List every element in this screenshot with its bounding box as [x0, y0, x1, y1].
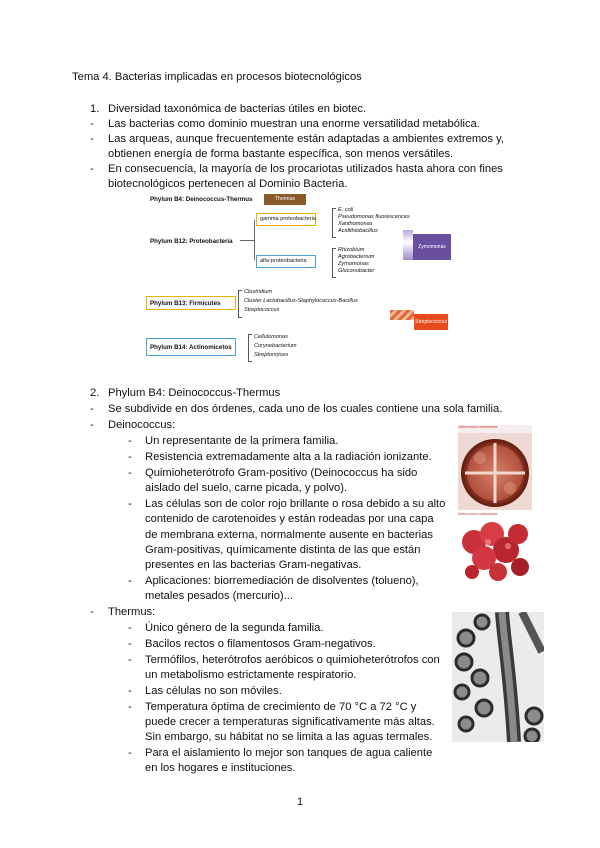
bullet-marker: - — [128, 747, 132, 759]
section1-bullet: Las bacterias como dominio muestran una enorme versatilidad metabólica. — [108, 118, 480, 130]
phylum-b4-label: Phylum B4: Deinococcus-Thermus — [150, 196, 253, 203]
bullet-marker: - — [90, 163, 94, 175]
actino-taxon: Corynebacterium — [254, 343, 297, 349]
deino-line-cont: de membrana externa, normalmente ausente en bacterias — [145, 529, 433, 541]
firmicutes-taxon: Clostridium — [244, 289, 272, 295]
deino-line: Aplicaciones: biorremediación de disolventes (tolueno), — [145, 575, 419, 587]
actino-taxon: Cellulomonas — [254, 334, 288, 340]
firmicutes-taxon: Cluster Lactobacillus-Staphylococcus-Bacillus — [244, 298, 358, 304]
deino-line: Las células son de color rojo brillante o rosa debido a su alto — [145, 498, 446, 510]
deino-line-cont: contenido de carotenoides y están rodeadas por una capa — [145, 513, 434, 525]
gamma-taxon: Acidithiobacillus — [338, 228, 378, 234]
bullet-marker: - — [128, 685, 132, 697]
alfa-taxon: Zymomonas — [338, 261, 369, 267]
bullet-marker: - — [90, 118, 94, 130]
micrograph-thumb — [390, 310, 414, 320]
deinococcus-label: Deinococcus: — [108, 419, 176, 431]
streptococcus-chip: Streptococcus — [414, 314, 448, 330]
deino-line-cont: presentes en las bacterias Gram-negativas. — [145, 559, 362, 571]
section1-bullet-cont: biotecnológicos pertenecen al Dominio Bacteria. — [108, 178, 348, 190]
section2-intro: Se subdivide en dos órdenes, cada uno de los cuales contiene una sola familia. — [108, 403, 503, 415]
thermus-line: Las células no son móviles. — [145, 685, 282, 697]
figure-caption: Deinococcus radiodurans — [458, 512, 498, 516]
alfa-taxon: Gluconobacter — [338, 268, 375, 274]
bullet-marker: - — [128, 467, 132, 479]
thermus-label: Thermus: — [108, 606, 156, 618]
deino-line-cont: Gram-positivas, químicamente distinta de las que están — [145, 544, 421, 556]
bullet-marker: - — [90, 133, 94, 145]
thermus-line: Temperatura óptima de crecimiento de 70 °C a 72 °C y — [145, 701, 417, 713]
deino-line-cont: aislado del suelo, carne picada, y polvo). — [145, 482, 348, 494]
deinococcus-tetrad-micrograph — [458, 425, 532, 510]
deino-line: Resistencia extremadamente alta a la radiación ionizante. — [145, 451, 432, 463]
phylum-b12-label: Phylum B12: Proteobacteria — [150, 238, 233, 245]
thermus-chip: Thermus — [264, 194, 306, 205]
deino-line-cont: metales pesados (mercurio)... — [145, 590, 293, 602]
page-title: Tema 4. Bacterias implicadas en procesos biotecnológicos — [72, 71, 362, 83]
phylum-b14-box — [146, 338, 236, 356]
micrograph-thumb — [403, 230, 413, 260]
alfa-box — [256, 255, 316, 268]
section1-bullet: En consecuencia, la mayoría de los procariotas utilizados hasta ahora con fines — [108, 163, 503, 175]
thermus-line-cont: un metabolismo estrictamente respiratorio. — [145, 669, 357, 681]
bullet-marker: - — [90, 403, 94, 415]
bullet-marker: - — [128, 435, 132, 447]
gamma-taxon: E. coli — [338, 207, 354, 213]
section1-bullet-cont: obtienen energía de forma bastante específica, son menos versátiles. — [108, 148, 454, 160]
bullet-marker: - — [128, 622, 132, 634]
gamma-taxon: Pseudomonas fluorescences — [338, 214, 410, 220]
alfa-label: alfa-proteobacteria — [260, 258, 307, 264]
section1-number: 1. — [90, 103, 100, 115]
deinococcus-colony-micrograph — [458, 512, 532, 582]
section2-number: 2. — [90, 387, 100, 399]
alfa-taxon: Rhizobium — [338, 247, 365, 253]
bullet-marker: - — [128, 498, 132, 510]
bullet-marker: - — [90, 419, 94, 431]
zymomonas-chip: Zymomonas — [413, 234, 451, 260]
page-number: 1 — [296, 796, 304, 808]
gamma-label: gamma proteobacteria — [260, 216, 316, 222]
phylum-b13-label: Phylum B13: Firmicutes — [150, 300, 221, 307]
actino-taxon: Streptomyces — [254, 352, 289, 358]
thermus-line: Bacilos rectos o filamentosos Gram-negativos. — [145, 638, 376, 650]
thermus-line-cont: Sin embargo, su hábitat no se limita a las aguas termales. — [145, 731, 433, 743]
bullet-marker: - — [128, 638, 132, 650]
bullet-marker: - — [128, 451, 132, 463]
bullet-marker: - — [90, 606, 94, 618]
bullet-marker: - — [128, 575, 132, 587]
thermus-line-cont: en los hogares e instituciones. — [145, 762, 296, 774]
phylum-b13-box — [146, 296, 236, 310]
taxonomy-diagram — [140, 192, 450, 372]
bullet-marker: - — [128, 654, 132, 666]
thermus-line: Para el aislamiento lo mejor son tanques de agua caliente — [145, 747, 433, 759]
figure-caption: Deinococcus radiodurans — [458, 425, 498, 429]
thermus-line: Único género de la segunda familia. — [145, 622, 324, 634]
gamma-box — [256, 213, 316, 226]
alfa-taxon: Agrobacterium — [338, 254, 375, 260]
deino-line: Quimioheterótrofo Gram-positivo (Deinococcus ha sido — [145, 467, 418, 479]
section1-heading: Diversidad taxonómica de bacterias útiles en biotec. — [108, 103, 367, 115]
firmicutes-taxon: Streptococcus — [244, 307, 280, 313]
gamma-taxon: Xanthomonas — [338, 221, 373, 227]
deino-line: Un representante de la primera familia. — [145, 435, 339, 447]
section1-bullet: Las arqueas, aunque frecuentemente están adaptadas a ambientes extremos y, — [108, 133, 504, 145]
bullet-marker: - — [128, 701, 132, 713]
thermus-line: Termófilos, heterótrofos aeróbicos o quimioheterótrofos con — [145, 654, 440, 666]
thermus-line-cont: puede crecer a temperaturas significativamente más altas. — [145, 716, 435, 728]
section2-heading: Phylum B4: Deinococcus-Thermus — [108, 387, 281, 399]
thermus-tem-micrograph — [452, 612, 544, 742]
phylum-b14-label: Phylum B14: Actinomicetos — [150, 344, 232, 351]
